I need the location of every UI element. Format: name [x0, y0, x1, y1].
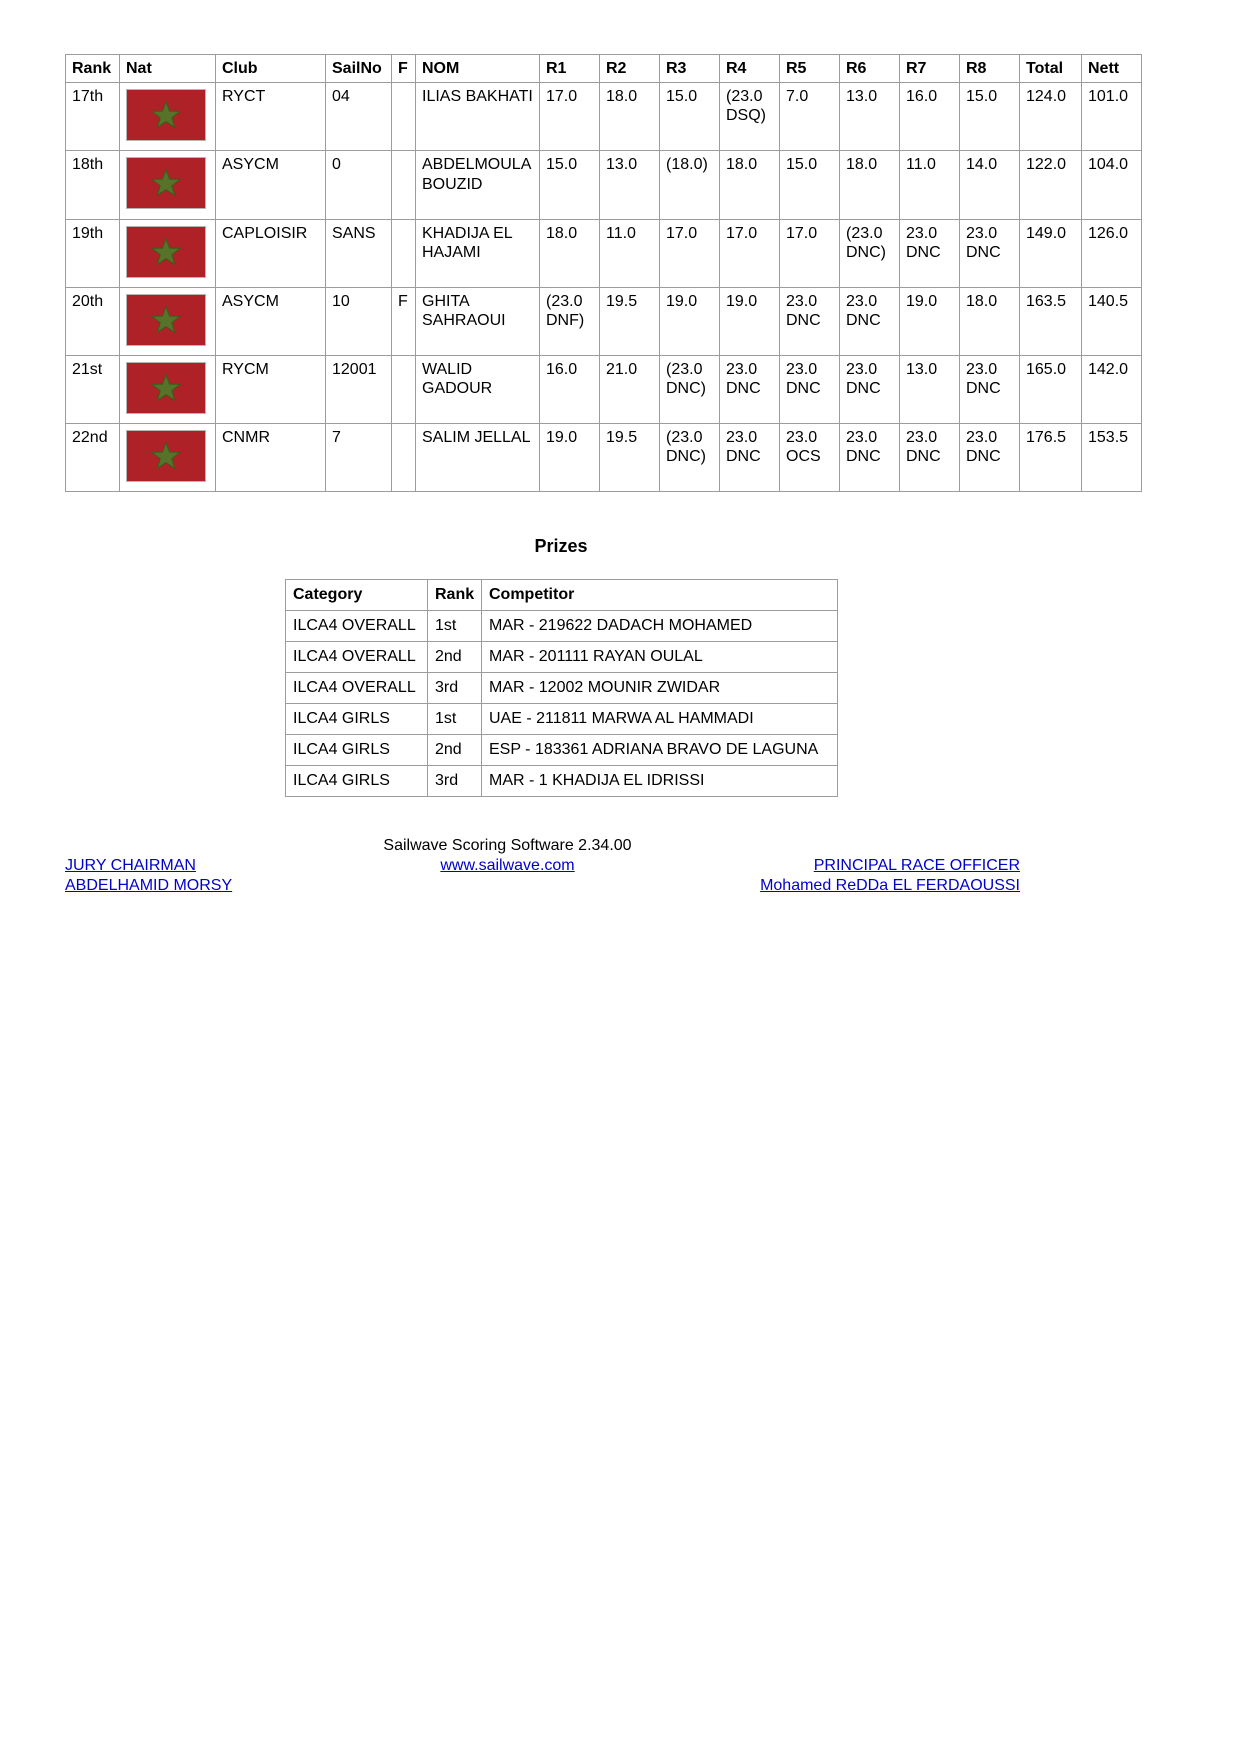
- prize-rank-cell: 1st: [428, 611, 482, 642]
- sailno-cell: 12001: [326, 355, 392, 423]
- r7-cell: 11.0: [900, 151, 960, 219]
- r4-cell: 23.0 DNC: [720, 424, 780, 492]
- prize-rank-cell: 1st: [428, 704, 482, 735]
- nom-cell: WALID GADOUR: [416, 355, 540, 423]
- competitor-cell: UAE - 211811 MARWA AL HAMMADI: [482, 704, 838, 735]
- rank-cell: 21st: [66, 355, 120, 423]
- header-rank: Rank: [66, 55, 120, 83]
- competitor-cell: MAR - 201111 RAYAN OULAL: [482, 642, 838, 673]
- r1-cell: 15.0: [540, 151, 600, 219]
- r8-cell: 15.0: [960, 83, 1020, 151]
- total-cell: 176.5: [1020, 424, 1082, 492]
- r6-cell: 18.0: [840, 151, 900, 219]
- nett-cell: 126.0: [1082, 219, 1142, 287]
- total-cell: 163.5: [1020, 287, 1082, 355]
- jury-chairman-name-link[interactable]: ABDELHAMID MORSY: [65, 877, 233, 895]
- r3-cell: 19.0: [660, 287, 720, 355]
- header-prize-rank: Rank: [428, 580, 482, 611]
- nett-cell: 153.5: [1082, 424, 1142, 492]
- nat-cell: [120, 355, 216, 423]
- header-r4: R4: [720, 55, 780, 83]
- r1-cell: 18.0: [540, 219, 600, 287]
- table-row: [66, 287, 1142, 355]
- r2-cell: 19.5: [600, 424, 660, 492]
- nett-cell: 142.0: [1082, 355, 1142, 423]
- prize-row: [286, 766, 838, 797]
- header-r8: R8: [960, 55, 1020, 83]
- prize-row: [286, 735, 838, 766]
- category-cell: ILCA4 OVERALL: [286, 642, 428, 673]
- table-row: [66, 355, 1142, 423]
- header-r6: R6: [840, 55, 900, 83]
- prize-row: [286, 673, 838, 704]
- r4-cell: 23.0 DNC: [720, 355, 780, 423]
- rank-cell: 20th: [66, 287, 120, 355]
- r6-cell: 13.0: [840, 83, 900, 151]
- header-club: Club: [216, 55, 326, 83]
- header-r7: R7: [900, 55, 960, 83]
- nat-cell: [120, 424, 216, 492]
- r6-cell: (23.0 DNC): [840, 219, 900, 287]
- prize-rank-cell: 2nd: [428, 642, 482, 673]
- club-cell: RYCT: [216, 83, 326, 151]
- header-sailno: SailNo: [326, 55, 392, 83]
- r4-cell: 18.0: [720, 151, 780, 219]
- f-cell: [392, 424, 416, 492]
- nom-cell: KHADIJA EL HAJAMI: [416, 219, 540, 287]
- prizes-table: [285, 579, 838, 797]
- morocco-flag-icon: [126, 294, 206, 346]
- r5-cell: 23.0 OCS: [780, 424, 840, 492]
- table-row: [66, 83, 1142, 151]
- r7-cell: 19.0: [900, 287, 960, 355]
- competitor-cell: MAR - 219622 DADACH MOHAMED: [482, 611, 838, 642]
- table-row: [66, 219, 1142, 287]
- table-row: [66, 151, 1142, 219]
- f-cell: [392, 355, 416, 423]
- header-nett: Nett: [1082, 55, 1142, 83]
- r1-cell: 16.0: [540, 355, 600, 423]
- f-cell: [392, 219, 416, 287]
- r7-cell: 23.0 DNC: [900, 219, 960, 287]
- morocco-flag-icon: [126, 89, 206, 141]
- r2-cell: 13.0: [600, 151, 660, 219]
- r2-cell: 21.0: [600, 355, 660, 423]
- nom-cell: SALIM JELLAL: [416, 424, 540, 492]
- sailwave-website-link[interactable]: www.sailwave.com: [440, 857, 575, 875]
- sailno-cell: 7: [326, 424, 392, 492]
- r7-cell: 13.0: [900, 355, 960, 423]
- prize-row: [286, 611, 838, 642]
- r5-cell: 7.0: [780, 83, 840, 151]
- nett-cell: 104.0: [1082, 151, 1142, 219]
- morocco-flag-icon: [126, 226, 206, 278]
- sailno-cell: 0: [326, 151, 392, 219]
- rank-cell: 19th: [66, 219, 120, 287]
- nom-cell: GHITA SAHRAOUI: [416, 287, 540, 355]
- category-cell: ILCA4 GIRLS: [286, 766, 428, 797]
- r1-cell: 19.0: [540, 424, 600, 492]
- r8-cell: 18.0: [960, 287, 1020, 355]
- rank-cell: 17th: [66, 83, 120, 151]
- r4-cell: 17.0: [720, 219, 780, 287]
- total-cell: 149.0: [1020, 219, 1082, 287]
- prize-row: [286, 704, 838, 735]
- jury-chairman-link[interactable]: JURY CHAIRMAN: [65, 857, 196, 875]
- nom-cell: ABDELMOULA BOUZID: [416, 151, 540, 219]
- header-r2: R2: [600, 55, 660, 83]
- prize-row: [286, 642, 838, 673]
- prize-rank-cell: 3rd: [428, 766, 482, 797]
- r1-cell: (23.0 DNF): [540, 287, 600, 355]
- results-header-row: [66, 55, 1142, 83]
- sailno-cell: 04: [326, 83, 392, 151]
- club-cell: ASYCM: [216, 287, 326, 355]
- r6-cell: 23.0 DNC: [840, 287, 900, 355]
- sailno-cell: 10: [326, 287, 392, 355]
- total-cell: 165.0: [1020, 355, 1082, 423]
- club-cell: ASYCM: [216, 151, 326, 219]
- rank-cell: 22nd: [66, 424, 120, 492]
- category-cell: ILCA4 OVERALL: [286, 611, 428, 642]
- f-cell: F: [392, 287, 416, 355]
- prizes-header-row: [286, 580, 838, 611]
- sailno-cell: SANS: [326, 219, 392, 287]
- r2-cell: 18.0: [600, 83, 660, 151]
- header-nat: Nat: [120, 55, 216, 83]
- r8-cell: 14.0: [960, 151, 1020, 219]
- morocco-flag-icon: [126, 430, 206, 482]
- club-cell: CAPLOISIR: [216, 219, 326, 287]
- r3-cell: (18.0): [660, 151, 720, 219]
- r1-cell: 17.0: [540, 83, 600, 151]
- category-cell: ILCA4 GIRLS: [286, 735, 428, 766]
- r8-cell: 23.0 DNC: [960, 355, 1020, 423]
- principal-race-officer-link[interactable]: PRINCIPAL RACE OFFICER: [813, 857, 1020, 875]
- r4-cell: (23.0 DSQ): [720, 83, 780, 151]
- header-r1: R1: [540, 55, 600, 83]
- nat-cell: [120, 83, 216, 151]
- f-cell: [392, 83, 416, 151]
- prizes-section: [285, 536, 837, 797]
- total-cell: 122.0: [1020, 151, 1082, 219]
- page-footer: [65, 837, 1020, 897]
- competitor-cell: ESP - 183361 ADRIANA BRAVO DE LAGUNA: [482, 735, 838, 766]
- club-cell: CNMR: [216, 424, 326, 492]
- r3-cell: 17.0: [660, 219, 720, 287]
- nett-cell: 140.5: [1082, 287, 1142, 355]
- r5-cell: 15.0: [780, 151, 840, 219]
- header-nom: NOM: [416, 55, 540, 83]
- r5-cell: 17.0: [780, 219, 840, 287]
- nett-cell: 101.0: [1082, 83, 1142, 151]
- r4-cell: 19.0: [720, 287, 780, 355]
- header-f: F: [392, 55, 416, 83]
- header-total: Total: [1020, 55, 1082, 83]
- competitor-cell: MAR - 12002 MOUNIR ZWIDAR: [482, 673, 838, 704]
- prize-rank-cell: 2nd: [428, 735, 482, 766]
- prize-rank-cell: 3rd: [428, 673, 482, 704]
- r2-cell: 11.0: [600, 219, 660, 287]
- header-competitor: Competitor: [482, 580, 838, 611]
- competitor-cell: MAR - 1 KHADIJA EL IDRISSI: [482, 766, 838, 797]
- f-cell: [392, 151, 416, 219]
- nat-cell: [120, 287, 216, 355]
- nat-cell: [120, 219, 216, 287]
- r2-cell: 19.5: [600, 287, 660, 355]
- principal-race-officer-name-link[interactable]: Mohamed ReDDa EL FERDAOUSSI: [760, 877, 1020, 895]
- category-cell: ILCA4 GIRLS: [286, 704, 428, 735]
- r3-cell: (23.0 DNC): [660, 424, 720, 492]
- rank-cell: 18th: [66, 151, 120, 219]
- morocco-flag-icon: [126, 157, 206, 209]
- r5-cell: 23.0 DNC: [780, 355, 840, 423]
- r7-cell: 16.0: [900, 83, 960, 151]
- r6-cell: 23.0 DNC: [840, 355, 900, 423]
- morocco-flag-icon: [126, 362, 206, 414]
- total-cell: 124.0: [1020, 83, 1082, 151]
- nom-cell: ILIAS BAKHATI: [416, 83, 540, 151]
- software-credit: Sailwave Scoring Software 2.34.00: [383, 837, 632, 855]
- r8-cell: 23.0 DNC: [960, 424, 1020, 492]
- nat-cell: [120, 151, 216, 219]
- category-cell: ILCA4 OVERALL: [286, 673, 428, 704]
- r6-cell: 23.0 DNC: [840, 424, 900, 492]
- r8-cell: 23.0 DNC: [960, 219, 1020, 287]
- results-table: [65, 54, 1142, 492]
- header-r3: R3: [660, 55, 720, 83]
- header-r5: R5: [780, 55, 840, 83]
- header-category: Category: [286, 580, 428, 611]
- club-cell: RYCM: [216, 355, 326, 423]
- r3-cell: (23.0 DNC): [660, 355, 720, 423]
- r7-cell: 23.0 DNC: [900, 424, 960, 492]
- r3-cell: 15.0: [660, 83, 720, 151]
- prizes-title: Prizes: [534, 536, 588, 557]
- table-row: [66, 424, 1142, 492]
- r5-cell: 23.0 DNC: [780, 287, 840, 355]
